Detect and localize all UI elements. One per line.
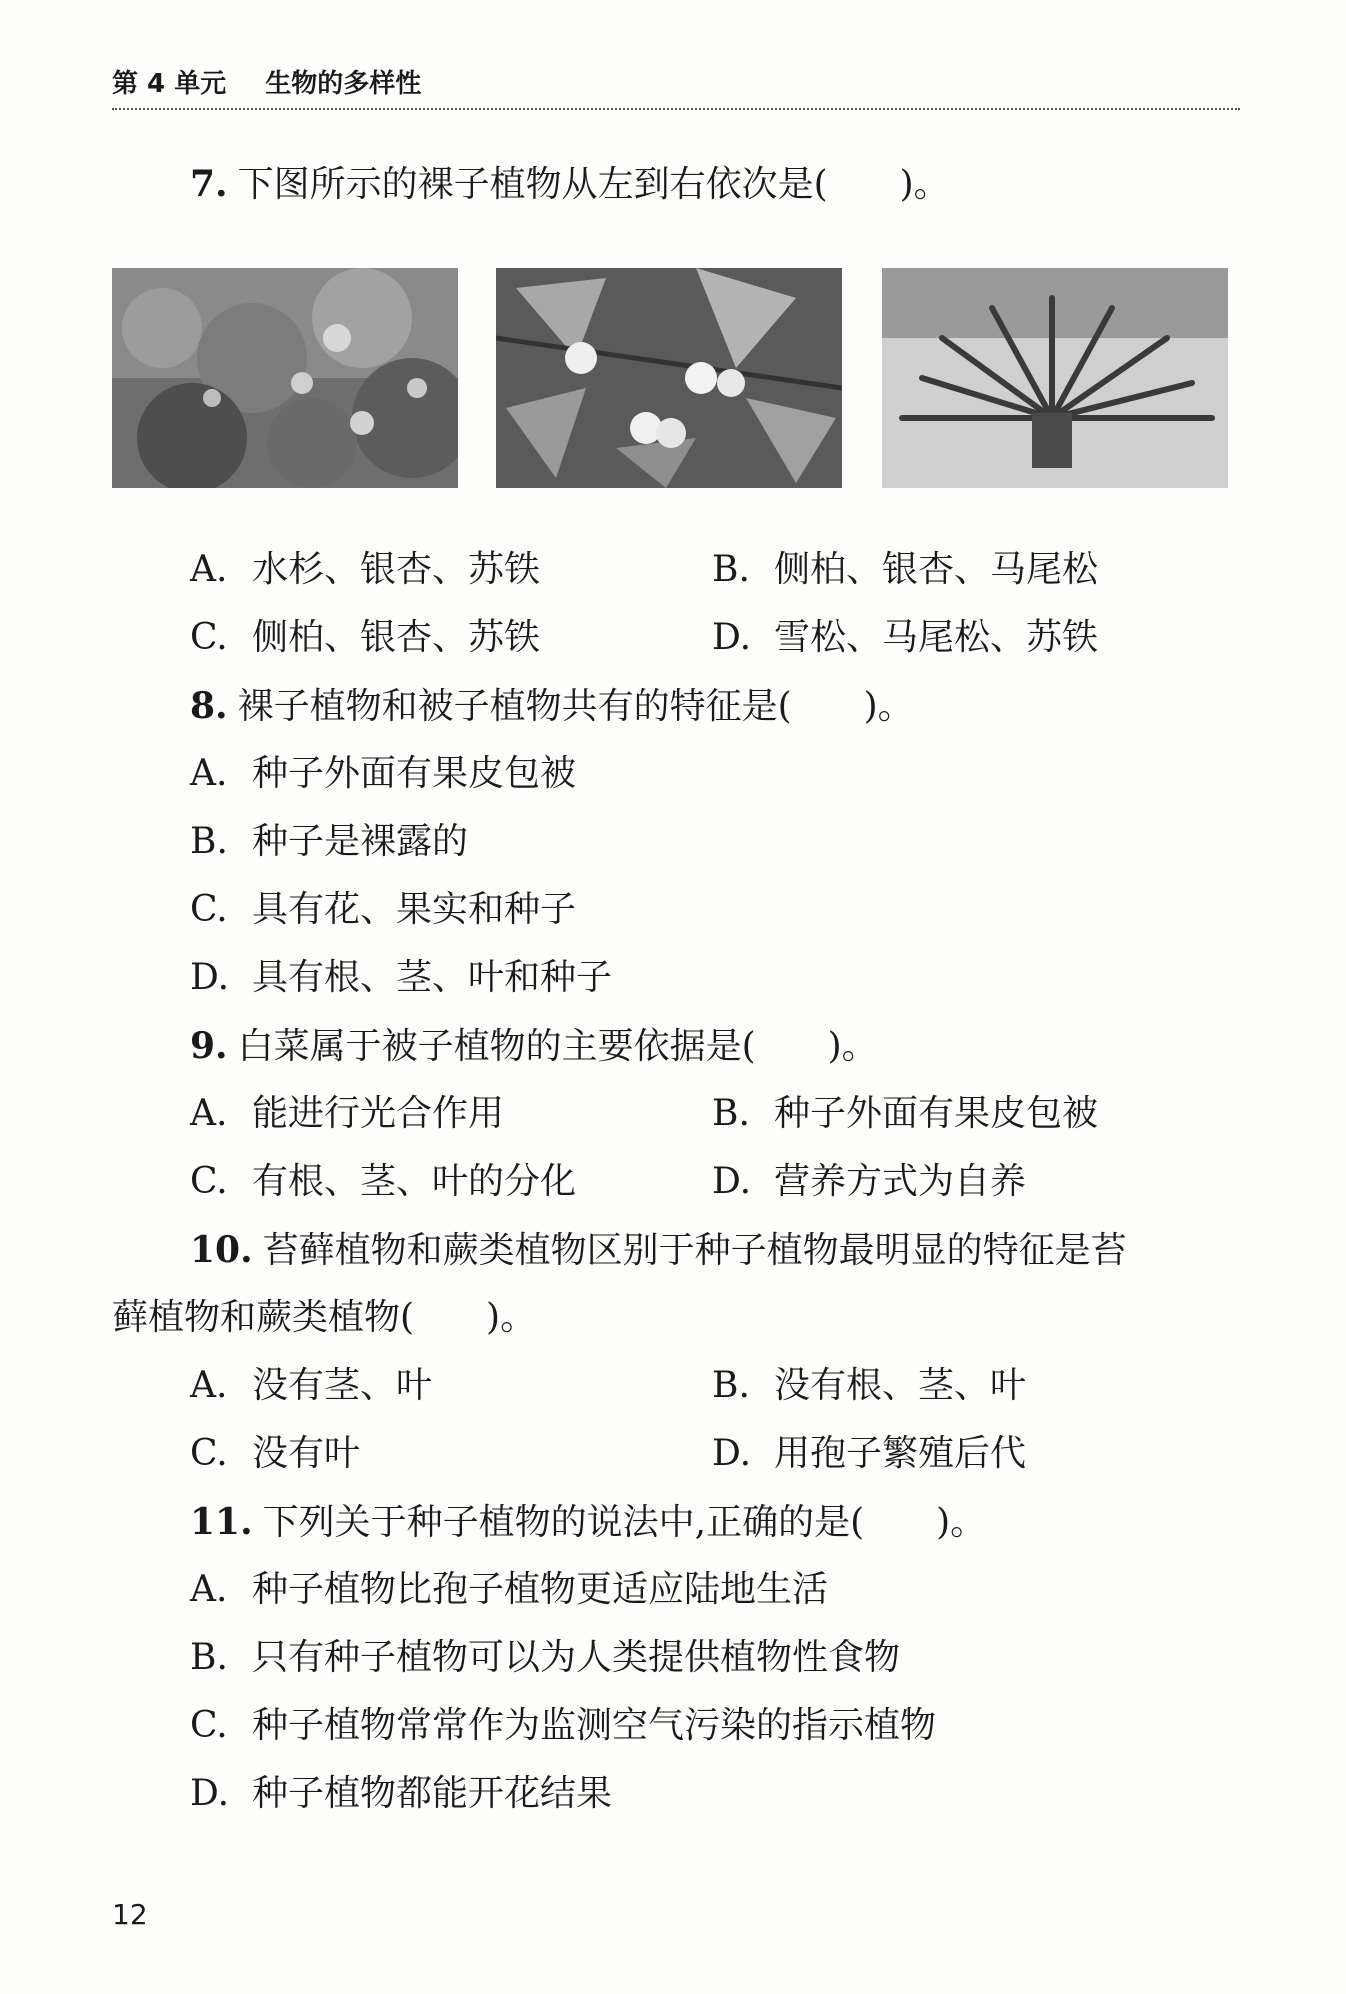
question-10-continued bbox=[112, 1294, 536, 1342]
question-text: 下列关于种子植物的说法中,正确的是( )。 bbox=[262, 1502, 987, 1543]
unit-label: 第 4 单元 bbox=[112, 69, 227, 99]
question-text: 藓植物和蕨类植物( )。 bbox=[112, 1297, 537, 1338]
option-10b: B. 没有根、茎、叶 bbox=[712, 1365, 1027, 1406]
option-9c: C. 有根、茎、叶的分化 bbox=[190, 1161, 577, 1202]
question-text: 白菜属于被子植物的主要依据是( )。 bbox=[237, 1026, 878, 1067]
option-10c: C. 没有叶 bbox=[190, 1433, 361, 1474]
option-8a: A. 种子外面有果皮包被 bbox=[190, 753, 577, 794]
option-11d: D. 种子植物都能开花结果 bbox=[190, 1773, 613, 1814]
question-9 bbox=[190, 1022, 878, 1071]
photo-ginkgo bbox=[496, 268, 842, 488]
question-7 bbox=[190, 160, 950, 209]
question-number: 8. bbox=[190, 685, 228, 727]
question-text: 下图所示的裸子植物从左到右依次是( )。 bbox=[237, 164, 950, 205]
option-7d: D. 雪松、马尾松、苏铁 bbox=[712, 617, 1099, 658]
option-7c: C. 侧柏、银杏、苏铁 bbox=[190, 617, 541, 658]
page-number: 12 bbox=[112, 1898, 148, 1931]
question-number: 11. bbox=[190, 1501, 253, 1543]
question-11 bbox=[190, 1498, 986, 1547]
option-11b: B. 只有种子植物可以为人类提供植物性食物 bbox=[190, 1637, 901, 1678]
option-10a: A. 没有茎、叶 bbox=[190, 1365, 433, 1406]
option-9a: A. 能进行光合作用 bbox=[190, 1093, 505, 1134]
photo-cycad bbox=[882, 268, 1228, 488]
page-header bbox=[112, 64, 1240, 110]
question-text: 苔藓植物和蕨类植物区别于种子植物最明显的特征是苔 bbox=[262, 1230, 1127, 1271]
question-text: 裸子植物和被子植物共有的特征是( )。 bbox=[237, 686, 914, 727]
photo-cypress bbox=[112, 268, 458, 488]
question-8 bbox=[190, 682, 914, 731]
option-11c: C. 种子植物常常作为监测空气污染的指示植物 bbox=[190, 1705, 937, 1746]
option-9d: D. 营养方式为自养 bbox=[712, 1161, 1027, 1202]
option-8c: C. 具有花、果实和种子 bbox=[190, 889, 577, 930]
option-8b: B. 种子是裸露的 bbox=[190, 821, 469, 862]
option-9b: B. 种子外面有果皮包被 bbox=[712, 1093, 1099, 1134]
option-8d: D. 具有根、茎、叶和种子 bbox=[190, 957, 613, 998]
question-number: 7. bbox=[190, 163, 228, 205]
question-number: 10. bbox=[190, 1229, 253, 1271]
option-7b: B. 侧柏、银杏、马尾松 bbox=[712, 549, 1099, 590]
option-11a: A. 种子植物比孢子植物更适应陆地生活 bbox=[190, 1569, 829, 1610]
unit-title: 生物的多样性 bbox=[265, 69, 422, 99]
question-10 bbox=[190, 1226, 1127, 1275]
option-7a: A. 水杉、银杏、苏铁 bbox=[190, 549, 541, 590]
question-number: 9. bbox=[190, 1025, 228, 1067]
option-10d: D. 用孢子繁殖后代 bbox=[712, 1433, 1027, 1474]
